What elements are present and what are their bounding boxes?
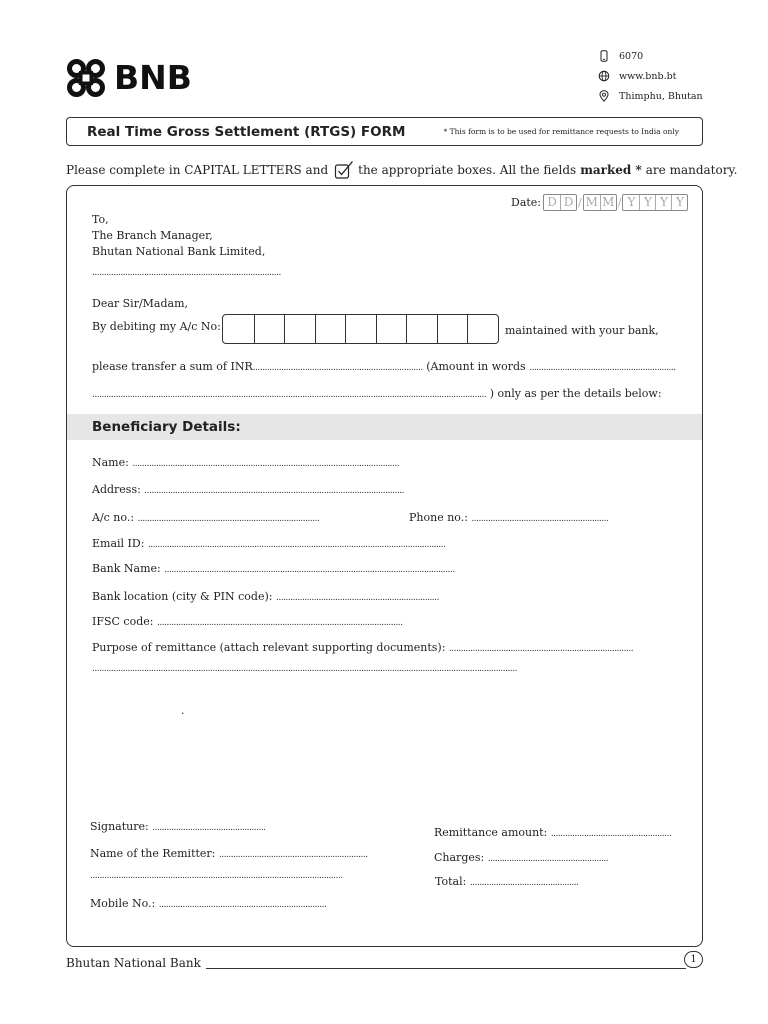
beneficiary-ifsc-label: IFSC code: bbox=[92, 615, 154, 628]
contact-code-row bbox=[598, 46, 703, 66]
date-label: Date: bbox=[511, 196, 542, 209]
charges-row bbox=[434, 851, 608, 864]
amount-words-field[interactable]: .............................................................. bbox=[529, 363, 676, 373]
form-title-bar bbox=[66, 117, 703, 146]
remitter-name-label: Name of the Remitter: bbox=[90, 847, 216, 860]
signature-row bbox=[90, 820, 266, 833]
account-digit-box[interactable] bbox=[437, 315, 468, 343]
contact-location: Thimphu, Bhutan bbox=[619, 90, 703, 102]
contact-website-row bbox=[598, 66, 703, 86]
remitter-name-field-2[interactable]: ........................................................................................................... bbox=[90, 871, 343, 881]
beneficiary-location-row bbox=[92, 590, 439, 603]
branch-field[interactable]: ................................................................................ bbox=[92, 268, 281, 278]
footer-bank-name: Bhutan National Bank bbox=[66, 956, 201, 970]
date-day-1: D bbox=[547, 195, 557, 209]
transfer-label: please transfer a sum of INR bbox=[92, 360, 253, 373]
amount-words-field-2[interactable]: ....................................................................................................................................................................... bbox=[92, 390, 487, 400]
form-note: * This form is to be used for remittance requests to India only bbox=[443, 127, 679, 136]
remittance-amount-row bbox=[434, 826, 671, 839]
signature-label: Signature: bbox=[90, 820, 149, 833]
charges-label: Charges: bbox=[434, 851, 485, 864]
beneficiary-ifsc-field[interactable]: ........................................................................................................ bbox=[156, 618, 403, 628]
date-year-input[interactable] bbox=[622, 194, 688, 211]
total-row bbox=[435, 875, 578, 888]
beneficiary-bankname-field[interactable]: ........................................................................................................................... bbox=[164, 565, 455, 575]
date-year-2: Y bbox=[639, 195, 655, 210]
mobile-label: Mobile No.: bbox=[90, 897, 156, 910]
beneficiary-purpose-label: Purpose of remittance (attach relevant supporting documents): bbox=[92, 641, 446, 654]
charges-field[interactable]: ................................................... bbox=[487, 854, 609, 864]
beneficiary-bankname-label: Bank Name: bbox=[92, 562, 161, 575]
total-field[interactable]: .............................................. bbox=[469, 878, 579, 888]
date-month-1: M bbox=[585, 195, 598, 209]
signature-field[interactable]: ................................................ bbox=[152, 823, 266, 833]
letter-to: To, bbox=[92, 213, 109, 226]
contact-info bbox=[598, 46, 703, 106]
total-label: Total: bbox=[435, 875, 467, 888]
date-year-4: Y bbox=[671, 195, 687, 210]
account-digit-box[interactable] bbox=[345, 315, 376, 343]
beneficiary-email-label: Email ID: bbox=[92, 537, 145, 550]
checkbox-tick-icon bbox=[334, 160, 354, 180]
beneficiary-location-label: Bank location (city & PIN code): bbox=[92, 590, 273, 603]
remittance-amount-label: Remittance amount: bbox=[434, 826, 548, 839]
date-separator: / bbox=[617, 196, 622, 209]
date-month-2: M bbox=[600, 195, 616, 210]
beneficiary-acno-row bbox=[92, 511, 319, 524]
letter-manager: The Branch Manager, bbox=[92, 229, 213, 242]
beneficiary-phone-row bbox=[409, 511, 608, 524]
contact-website[interactable]: www.bnb.bt bbox=[619, 70, 677, 82]
beneficiary-phone-field[interactable]: .......................................................... bbox=[471, 514, 609, 524]
date-separator: / bbox=[578, 196, 582, 209]
date-year-1: Y bbox=[627, 195, 636, 209]
remittance-amount-field[interactable]: ................................................... bbox=[550, 829, 672, 839]
bnb-logo-text: BNB bbox=[114, 58, 192, 97]
mobile-field[interactable]: ....................................................................... bbox=[158, 900, 327, 910]
beneficiary-address-label: Address: bbox=[92, 483, 141, 496]
amount-words-label: (Amount in words bbox=[426, 360, 526, 373]
transfer-line bbox=[92, 360, 676, 373]
letter-bank: Bhutan National Bank Limited, bbox=[92, 245, 266, 258]
beneficiary-address-field[interactable]: .............................................................................................................. bbox=[144, 486, 404, 496]
beneficiary-name-row bbox=[92, 456, 399, 469]
remitter-name-row bbox=[90, 847, 368, 860]
bnb-logo-mark-icon bbox=[66, 58, 106, 98]
form-title: Real Time Gross Settlement (RTGS) FORM bbox=[87, 123, 406, 140]
debit-label: By debiting my A/c No: bbox=[92, 320, 221, 333]
account-number-boxes[interactable] bbox=[222, 314, 499, 344]
beneficiary-email-field[interactable]: .............................................................................................................................. bbox=[147, 540, 446, 550]
maintained-text: maintained with your bank, bbox=[505, 324, 659, 337]
form-instructions bbox=[66, 160, 737, 180]
date-month-input[interactable] bbox=[583, 194, 617, 211]
contact-code: 6070 bbox=[619, 50, 644, 62]
mobile-row bbox=[90, 897, 326, 910]
beneficiary-bankname-row bbox=[92, 562, 455, 575]
beneficiary-heading: Beneficiary Details: bbox=[92, 419, 241, 435]
beneficiary-phone-label: Phone no.: bbox=[409, 511, 468, 524]
beneficiary-name-field[interactable]: ................................................................................................................. bbox=[132, 459, 400, 469]
date-field bbox=[511, 194, 688, 211]
amount-words-line bbox=[92, 387, 662, 400]
location-pin-icon bbox=[598, 90, 610, 102]
account-digit-box[interactable] bbox=[406, 315, 437, 343]
beneficiary-acno-label: A/c no.: bbox=[92, 511, 135, 524]
only-text: ) only as per the details below: bbox=[489, 387, 662, 400]
instructions-after: the appropriate boxes. All the fields bbox=[358, 163, 577, 177]
beneficiary-acno-field[interactable]: ............................................................................. bbox=[137, 514, 320, 524]
beneficiary-email-row bbox=[92, 537, 445, 550]
instructions-bold: marked * bbox=[580, 163, 642, 177]
date-day-input[interactable] bbox=[543, 194, 577, 211]
instructions-before: Please complete in CAPITAL LETTERS and bbox=[66, 163, 329, 177]
account-digit-box[interactable] bbox=[376, 315, 407, 343]
account-digit-box[interactable] bbox=[467, 315, 498, 343]
account-digit-box[interactable] bbox=[284, 315, 315, 343]
account-digit-box[interactable] bbox=[223, 315, 254, 343]
salutation: Dear Sir/Madam, bbox=[92, 297, 189, 310]
beneficiary-purpose-row bbox=[92, 641, 633, 654]
account-digit-box[interactable] bbox=[254, 315, 285, 343]
account-digit-box[interactable] bbox=[315, 315, 346, 343]
footer-divider bbox=[206, 968, 686, 969]
instructions-end: are mandatory. bbox=[645, 163, 738, 177]
bnb-logo bbox=[66, 58, 192, 98]
transfer-amount-field[interactable]: ........................................................................ bbox=[252, 363, 423, 373]
globe-icon bbox=[598, 70, 610, 82]
beneficiary-address-row bbox=[92, 483, 404, 496]
contact-location-row bbox=[598, 86, 703, 106]
date-year-3: Y bbox=[655, 195, 671, 210]
beneficiary-location-field[interactable]: ..................................................................... bbox=[275, 593, 439, 603]
stray-dot: . bbox=[181, 704, 185, 717]
page-number: 1 bbox=[684, 951, 703, 968]
beneficiary-purpose-field-2[interactable]: .................................................................................................................................................................................... bbox=[92, 664, 517, 674]
beneficiary-purpose-field[interactable]: .............................................................................. bbox=[448, 644, 634, 654]
beneficiary-ifsc-row bbox=[92, 615, 403, 628]
phone-icon bbox=[598, 50, 610, 62]
date-day-2: D bbox=[560, 195, 576, 210]
remitter-name-field[interactable]: ............................................................... bbox=[218, 850, 368, 860]
beneficiary-name-label: Name: bbox=[92, 456, 129, 469]
